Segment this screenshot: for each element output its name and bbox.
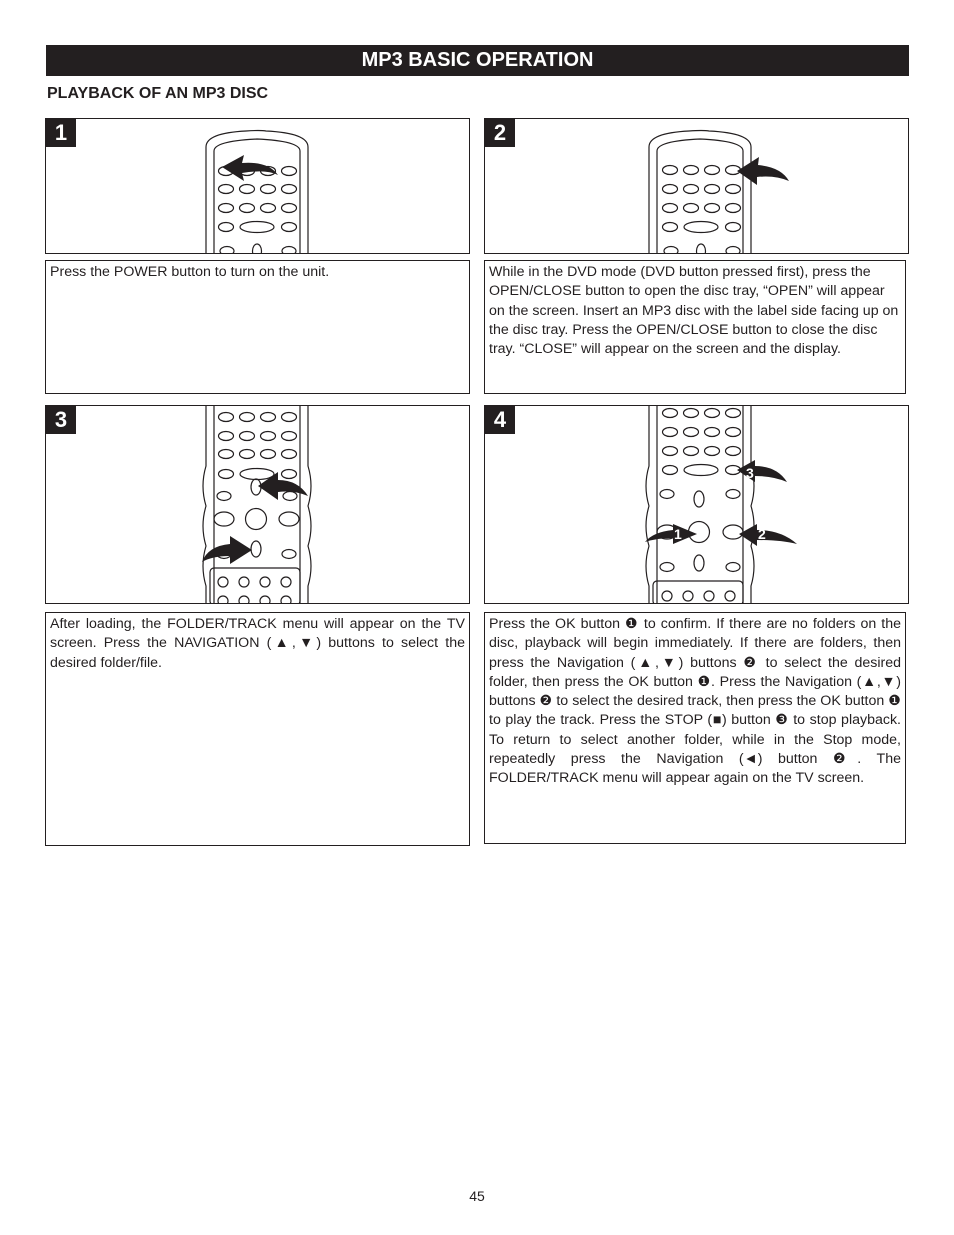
step-1-text: Press the POWER button to turn on the unit. — [45, 260, 470, 394]
step-2-illustration — [484, 118, 909, 254]
step-2-badge: 2 — [485, 119, 515, 147]
pointer-arrow-icon — [737, 460, 787, 482]
step-3-text: After loading, the FOLDER/TRACK menu will appear on the TV screen. Press the NAVIGATION (▲,▼) buttons to select the desired folder/file. — [45, 612, 470, 846]
step-3-illustration — [45, 405, 470, 604]
pointer-arrow-icon — [739, 524, 797, 546]
callout-1: 1 — [674, 526, 682, 542]
section-title: PLAYBACK OF AN MP3 DISC — [47, 85, 269, 102]
page-header: MP3 BASIC OPERATION — [46, 45, 909, 76]
step-4-illustration — [484, 405, 909, 604]
callout-2: 2 — [758, 526, 766, 542]
callout-3: 3 — [746, 465, 754, 481]
pointer-arrow-icon — [202, 536, 252, 564]
remote-control-icon — [46, 119, 470, 254]
step-4-badge: 4 — [485, 406, 515, 434]
step-4-text: Press the OK button ❶ to confirm. If there are no folders on the disc, playback will begin immediately. If there are folders, then press the Navigation (▲,▼) buttons ❷ to select the desired folder, then press the OK button ❶. Press the Navigation (▲,▼) buttons ❷ to select the desired track, then press the OK button ❶ to play the track. Press the STOP (■) button ❸ to stop playback. To return to select another folder, while in the Stop mode, repeatedly press the Navigation (◄) button ❷. The FOLDER/TRACK menu will appear again on the TV screen. — [484, 612, 906, 844]
pointer-arrow-icon — [222, 155, 278, 181]
remote-control-icon — [485, 119, 909, 254]
step-1-badge: 1 — [46, 119, 76, 147]
pointer-arrow-icon — [737, 157, 789, 185]
remote-control-icon — [46, 406, 470, 604]
remote-control-icon — [485, 406, 909, 604]
step-2-text: While in the DVD mode (DVD button pressed first), press the OPEN/CLOSE button to open the disc tray, “OPEN” will appear on the screen. Insert an MP3 disc with the label side facing up on the disc tray. Press the OPEN/CLOSE button to close the disc tray. “CLOSE” will appear on the screen and the display. — [484, 260, 906, 394]
step-3-badge: 3 — [46, 406, 76, 434]
page-number: 45 — [469, 1188, 485, 1204]
step-1-illustration — [45, 118, 470, 254]
